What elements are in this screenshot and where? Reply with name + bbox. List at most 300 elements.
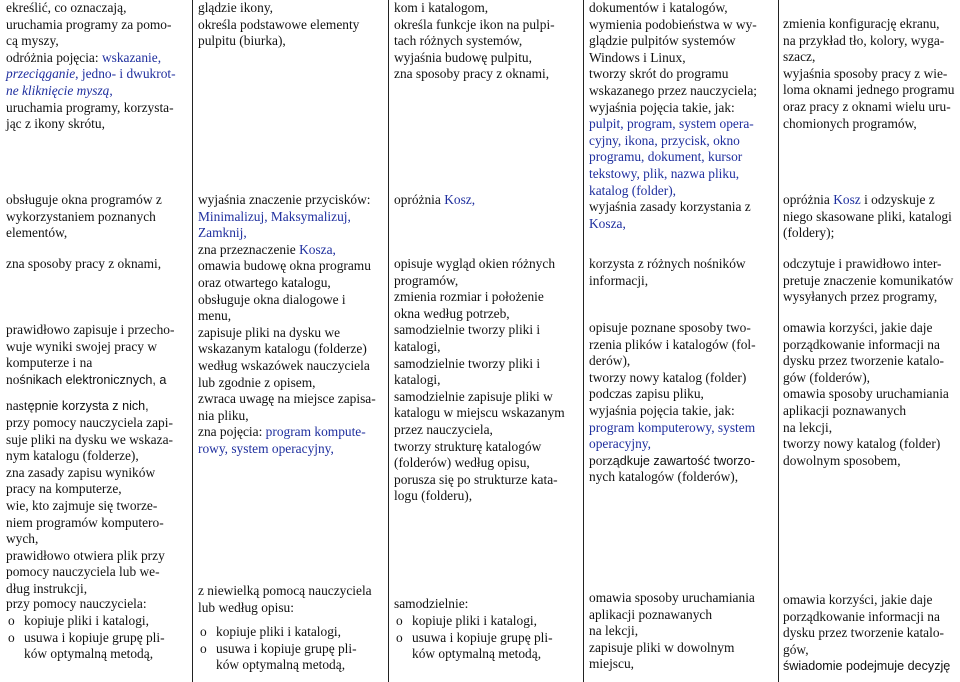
text-line <box>589 149 775 166</box>
text-line <box>394 596 580 613</box>
text-line <box>6 432 190 449</box>
text-run: wymienia podobieństwa w wy- <box>589 16 757 32</box>
text-line <box>6 372 190 389</box>
text-run: wyjaśnia zasady korzystania z <box>589 199 751 215</box>
text-block <box>6 322 190 388</box>
column-5 <box>783 0 958 682</box>
text-line <box>198 441 384 458</box>
text-block <box>6 256 190 273</box>
text-run: nast <box>6 398 28 413</box>
text-line <box>198 17 384 34</box>
text-line <box>589 656 775 673</box>
text-run: zmienia rozmiar i położenie <box>394 289 544 305</box>
text-run: nia pliku, <box>198 407 249 423</box>
text-run: uruchamia programy, korzysta- <box>6 99 174 115</box>
text-run: obsługuje okna programów z <box>6 192 162 207</box>
text-run: derów), <box>589 353 631 369</box>
text-run: tworzy nowy katalog (folder) <box>783 436 941 452</box>
text-block <box>589 590 775 673</box>
text-run: porz <box>589 452 613 468</box>
text-run: gów (folderów), <box>783 369 871 385</box>
text-run: i odzyskuje z <box>860 192 935 207</box>
text-run: wyjaśnia znaczenie przycisków: <box>198 192 371 207</box>
text-line <box>783 658 958 675</box>
term-highlight: tekstowy, plik, nazwa pliku, <box>589 165 740 181</box>
text-line <box>6 531 190 548</box>
text-line <box>198 0 384 17</box>
text-line <box>783 16 958 33</box>
text-run: pretuje znaczenie komunikatów <box>783 272 954 288</box>
text-line <box>6 33 190 50</box>
text-block <box>589 256 775 289</box>
term-highlight: programu, dokument, kursor <box>589 149 743 165</box>
text-line <box>6 322 190 339</box>
text-line <box>6 415 190 432</box>
text-run: logu (folderu), <box>394 488 473 504</box>
term-highlight: operacyjny, <box>589 436 651 452</box>
text-run: określa podstawowe elementy <box>198 16 360 32</box>
text-run: porządkowanie informacji na <box>783 336 940 352</box>
text-run: porządkowanie informacji na <box>783 608 940 624</box>
text-block <box>783 192 958 242</box>
text-run: wych, <box>6 531 39 547</box>
text-run: loma oknami jednego programu <box>783 82 955 98</box>
text-line <box>589 166 775 183</box>
text-line <box>394 356 580 373</box>
text-block <box>198 0 384 50</box>
column-3 <box>394 0 580 682</box>
text-line <box>783 609 958 626</box>
text-line <box>394 66 580 83</box>
text-line <box>783 49 958 66</box>
text-run: (foldery); <box>783 225 835 241</box>
text-line <box>589 436 775 453</box>
text-run: zna zasady zapisu wyników <box>6 464 156 480</box>
text-line <box>6 481 190 498</box>
text-line <box>783 192 958 209</box>
term-highlight: rowy, system operacyjny, <box>198 440 334 456</box>
text-run: określa funkcje ikon na pulpi- <box>394 16 555 32</box>
text-line <box>783 116 958 133</box>
text-run: omawia korzyści, jakie daje <box>783 320 933 335</box>
column-divider <box>192 0 193 682</box>
text-run: dowolnym sposobem, <box>783 452 901 468</box>
text-run: przy pomocy nauczyciela zapi- <box>6 415 173 430</box>
text-line <box>783 289 958 306</box>
text-line <box>589 216 775 233</box>
text-run: gów, <box>783 641 809 657</box>
text-line <box>198 292 384 309</box>
text-line <box>198 375 384 392</box>
text-run: glądzie pulpitów systemów <box>589 33 736 49</box>
text-run: na lekcji, <box>589 623 639 639</box>
text-run: aplikacji poznawanych <box>589 606 713 622</box>
text-run: prawidłowo zapisuje i przecho- <box>6 322 175 337</box>
text-line <box>783 436 958 453</box>
text-run: niego skasowane pliki, katalogi <box>783 208 952 224</box>
text-line <box>394 439 580 456</box>
text-line <box>394 306 580 323</box>
text-run: samodzielnie: <box>394 596 469 611</box>
text-run: prawidłowo otwiera plik przy <box>6 547 165 563</box>
bullet-item: ków optymalną metodą, <box>24 646 154 662</box>
text-line <box>783 225 958 242</box>
text-run: (folderów) według opisu, <box>394 455 530 471</box>
column-divider <box>583 0 584 682</box>
text-run: dysku przez tworzenie katalo- <box>783 353 944 369</box>
text-line <box>589 273 775 290</box>
text-line <box>198 192 384 209</box>
text-block <box>783 16 958 132</box>
text-line <box>6 465 190 482</box>
text-line <box>783 453 958 470</box>
term-highlight: Minimalizuj, Maksymalizuj, <box>198 208 351 224</box>
text-line <box>783 66 958 83</box>
text-line <box>394 33 580 50</box>
text-line <box>6 355 190 372</box>
bullet-item: o kopiuje pliki i katalogi, <box>394 613 580 630</box>
text-run: wuje wyniki swojej pracy w <box>6 338 157 354</box>
text-line <box>783 625 958 642</box>
text-run: pomocy nauczyciela lub we- <box>6 564 160 580</box>
text-block <box>394 192 580 209</box>
column-1 <box>6 0 190 682</box>
text-run: oraz otwartego katalogu, <box>198 274 331 290</box>
bullet-item: o usuwa i kopiuje grupę pli- <box>394 630 580 647</box>
text-block <box>783 256 958 306</box>
text-block <box>198 583 384 616</box>
text-line <box>6 66 190 83</box>
text-run: chomionych programów, <box>783 115 917 131</box>
text-run: ądkuje zawartość tworzo- <box>612 453 755 468</box>
term-highlight: Kosz, <box>444 192 476 207</box>
text-block <box>394 596 580 613</box>
text-block <box>589 0 775 232</box>
text-line <box>6 256 190 273</box>
text-run: katalogu w miejscu wskazanym <box>394 405 565 421</box>
column-2 <box>198 0 384 682</box>
text-line <box>589 386 775 403</box>
term-highlight: cyjny, ikona, przycisk, okno <box>589 132 740 148</box>
text-line <box>198 225 384 242</box>
text-line <box>6 498 190 515</box>
text-line <box>589 50 775 67</box>
text-run: niem programów komputero- <box>6 514 164 530</box>
text-line <box>783 99 958 116</box>
text-run: zwraca uwagę na miejsce zapisa- <box>198 391 376 407</box>
text-run: no <box>6 371 20 387</box>
text-run: tach różnych systemów, <box>394 33 523 49</box>
term-highlight: program komputerowy, system <box>589 419 756 435</box>
text-line <box>6 448 190 465</box>
text-run: oraz pracy z oknami wielu uru- <box>783 98 951 114</box>
text-line <box>394 472 580 489</box>
text-run: tworzy skrót do programu <box>589 66 729 82</box>
text-run: omawia sposoby uruchamiania <box>783 386 949 402</box>
bullet-item: ków optymalną metodą, <box>412 646 542 662</box>
text-line <box>6 17 190 34</box>
text-run: kom i katalogom, <box>394 0 489 15</box>
column-divider <box>388 0 389 682</box>
text-line <box>783 642 958 659</box>
text-block <box>394 613 580 663</box>
text-run: dysku przez tworzenie katalo- <box>783 625 944 641</box>
text-run: opróżnia <box>394 192 445 207</box>
text-run: suje pliki na dysku we wskaza- <box>6 431 173 447</box>
text-run: zna sposoby pracy z oknami, <box>6 256 162 271</box>
text-line <box>394 273 580 290</box>
text-run: glądzie ikony, <box>198 0 273 15</box>
text-run: wskazanego przez nauczyciela; <box>589 82 758 98</box>
term-highlight: Kosza, <box>589 215 626 231</box>
text-run: dokumentów i katalogów, <box>589 0 728 15</box>
text-run: z niewielką pomocą nauczyciela <box>198 583 372 598</box>
text-line <box>6 116 190 133</box>
text-line <box>589 353 775 370</box>
text-line <box>783 370 958 387</box>
text-run: tworzy strukturę katalogów <box>394 438 542 454</box>
text-line <box>6 225 190 242</box>
text-line <box>589 469 775 486</box>
text-line <box>589 33 775 50</box>
text-run: omawia korzyści, jakie daje <box>783 592 933 607</box>
text-line <box>394 389 580 406</box>
text-line <box>394 488 580 505</box>
text-line <box>394 0 580 17</box>
text-line <box>783 403 958 420</box>
text-line <box>198 408 384 425</box>
text-line <box>394 50 580 67</box>
text-run: pulpitu (biurka), <box>198 33 286 49</box>
text-run: według wskazówek nauczyciela <box>198 357 370 373</box>
text-run: wyjaśnia pojęcia takie, jak: <box>589 402 735 418</box>
text-run: zna przeznaczenie <box>198 241 300 257</box>
text-line <box>589 66 775 83</box>
column-divider <box>778 0 779 682</box>
text-line <box>589 83 775 100</box>
text-run: lub zgodnie z opisem, <box>198 374 316 390</box>
text-line <box>589 403 775 420</box>
text-block <box>198 624 384 674</box>
text-line <box>6 0 190 17</box>
text-run: wysyłanych przez programy, <box>783 289 938 305</box>
text-run: przez nauczyciela, <box>394 421 493 437</box>
text-block <box>6 613 190 663</box>
text-line <box>589 116 775 133</box>
text-run: opisuje wygląd okien różnych <box>394 256 556 271</box>
text-block <box>589 320 775 486</box>
text-line <box>198 275 384 292</box>
bullet-item: o usuwa i kopiuje grupę pli- <box>198 641 384 658</box>
text-run: tworzy nowy katalog (folder) <box>589 369 747 385</box>
text-line <box>783 420 958 437</box>
term-highlight: Kosza, <box>299 241 336 257</box>
text-run: okna według potrzeb, <box>394 305 510 321</box>
text-run: programów, <box>394 272 459 288</box>
text-line <box>394 289 580 306</box>
text-run: pracy na komputerze, <box>6 481 122 497</box>
text-run: cą myszy, <box>6 33 59 49</box>
text-run: wyjaśnia budowę pulpitu, <box>394 49 532 65</box>
text-line <box>198 600 384 617</box>
text-line <box>6 209 190 226</box>
text-run: zapisuje pliki na dysku we <box>198 324 341 340</box>
text-line <box>198 583 384 600</box>
text-run: na przykład tło, kolory, wyga- <box>783 32 945 48</box>
text-run: odczytuje i prawidłowo inter- <box>783 256 942 271</box>
text-run: na lekcji, <box>783 419 833 435</box>
term-highlight: , <box>109 82 113 98</box>
text-line <box>589 183 775 200</box>
text-line <box>783 256 958 273</box>
text-line <box>198 325 384 342</box>
text-block <box>6 398 190 415</box>
text-line <box>6 339 190 356</box>
text-block <box>783 320 958 469</box>
text-line <box>198 258 384 275</box>
text-line <box>394 256 580 273</box>
term-highlight: przeciąganie <box>6 66 76 82</box>
text-block <box>6 0 190 133</box>
text-run: dług instrukcji, <box>6 580 88 596</box>
text-block <box>394 0 580 83</box>
text-run: menu, <box>198 308 232 324</box>
bullet-item: o kopiuje pliki i katalogi, <box>198 624 384 641</box>
term-highlight: pulpit, program, system opera- <box>589 116 754 132</box>
text-line <box>6 596 190 613</box>
text-line <box>589 199 775 216</box>
text-block <box>198 192 384 458</box>
text-block <box>6 415 190 598</box>
text-run: opróżnia <box>783 192 834 207</box>
text-line <box>589 453 775 470</box>
text-line <box>589 420 775 437</box>
text-run: omawia budowę okna programu <box>198 258 371 274</box>
text-run: nym katalogu (folderze), <box>6 448 139 464</box>
text-block <box>394 256 580 505</box>
text-line <box>589 337 775 354</box>
bullet-item: ków optymalną metodą, <box>216 657 346 673</box>
text-line <box>198 391 384 408</box>
text-run: elementów, <box>6 225 68 241</box>
text-run: opisuje poznane sposoby two- <box>589 320 751 335</box>
text-run: wskazanym katalogu (folderze) <box>198 341 367 357</box>
term-highlight: katalog (folder), <box>589 182 676 198</box>
text-line <box>198 242 384 259</box>
text-line <box>589 17 775 34</box>
text-run: uruchamia programy za pomo- <box>6 16 172 32</box>
text-run: zapisuje pliki w dowolnym <box>589 639 735 655</box>
term-highlight: Zamknij, <box>198 225 247 241</box>
text-run: odróżnia pojęcia: <box>6 49 102 65</box>
text-line <box>198 209 384 226</box>
text-line <box>6 192 190 209</box>
text-run: miejscu, <box>589 656 634 672</box>
text-run: samodzielnie zapisuje pliki w <box>394 388 553 404</box>
text-line <box>589 590 775 607</box>
text-run: zna sposoby pracy z oknami, <box>394 66 550 82</box>
term-highlight: ne kliknięcie myszą <box>6 82 110 98</box>
text-line <box>198 308 384 325</box>
text-run: zna pojęcia: <box>198 424 266 440</box>
text-line <box>589 623 775 640</box>
text-line <box>198 424 384 441</box>
term-highlight: wskazanie, <box>101 49 162 65</box>
term-highlight: , jedno- i dwukrot- <box>75 66 176 82</box>
text-line <box>394 455 580 472</box>
text-run: przy pomocy nauczyciela: <box>6 596 147 611</box>
text-line <box>394 405 580 422</box>
text-run: ępnie korzysta z nich, <box>27 399 149 413</box>
text-line <box>783 33 958 50</box>
text-run: wykorzystaniem poznanych <box>6 208 156 224</box>
text-line <box>783 337 958 354</box>
text-run: zmienia konfigurację ekranu, <box>783 16 940 31</box>
text-run: wyjaśnia pojęcia takie, jak: <box>589 99 735 115</box>
text-block <box>6 192 190 242</box>
text-run: ekreślić, co oznaczają, <box>6 0 127 15</box>
text-line <box>198 341 384 358</box>
term-highlight: Kosz <box>833 192 861 207</box>
text-block <box>6 596 190 613</box>
text-line <box>6 50 190 67</box>
text-run: komputerze i na <box>6 355 93 371</box>
text-run: aplikacji poznawanych <box>783 402 907 418</box>
bullet-item: o kopiuje pliki i katalogi, <box>6 613 190 630</box>
text-line <box>6 548 190 565</box>
text-line <box>394 322 580 339</box>
text-run: porusza się po strukturze kata- <box>394 471 558 487</box>
text-run: Windows i Linux, <box>589 49 686 65</box>
text-run: jąc z ikony skrótu, <box>6 116 105 132</box>
text-line <box>589 640 775 657</box>
text-line <box>394 422 580 439</box>
text-line <box>783 353 958 370</box>
text-run: wie, kto zajmuje się tworze- <box>6 497 158 513</box>
text-block <box>783 592 958 675</box>
text-run: samodzielnie tworzy pliki i <box>394 355 541 371</box>
text-run: katalogi, <box>394 372 441 388</box>
text-line <box>589 256 775 273</box>
text-run: informacji, <box>589 272 649 288</box>
text-run: lub według opisu: <box>198 599 294 615</box>
text-line <box>589 607 775 624</box>
term-highlight: program kompute- <box>265 424 366 440</box>
text-line <box>394 192 580 209</box>
text-run: podczas zapisu pliku, <box>589 386 704 402</box>
text-line <box>783 592 958 609</box>
text-line <box>783 82 958 99</box>
text-run: świadomie podejmuje decyzję <box>783 659 951 674</box>
text-line <box>589 0 775 17</box>
text-run: nych katalogów (folderów), <box>589 469 739 485</box>
text-line <box>6 564 190 581</box>
text-line <box>6 100 190 117</box>
text-run: szacz, <box>783 49 816 65</box>
text-line <box>198 358 384 375</box>
text-line <box>394 339 580 356</box>
text-line <box>6 515 190 532</box>
text-run: omawia sposoby uruchamiania <box>589 590 755 605</box>
text-line <box>198 33 384 50</box>
text-line <box>783 320 958 337</box>
text-line <box>394 372 580 389</box>
text-line <box>589 370 775 387</box>
bullet-item: o usuwa i kopiuje grupę pli- <box>6 630 190 647</box>
text-run: korzysta z różnych nośników <box>589 256 746 271</box>
text-line <box>589 320 775 337</box>
column-4 <box>589 0 775 682</box>
